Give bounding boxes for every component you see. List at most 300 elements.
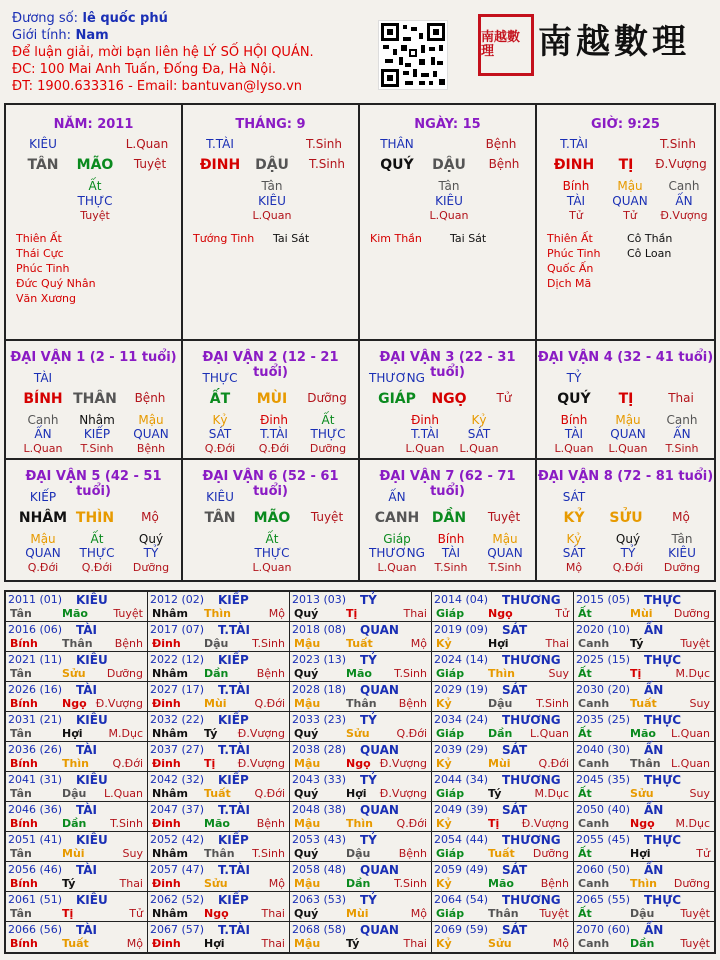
annual-year: 2026 (16) xyxy=(8,683,63,696)
hidden-can: Canh xyxy=(668,179,700,193)
annual-cell xyxy=(290,802,432,832)
annual-cell xyxy=(148,712,290,742)
pillar-ten-god: T.TÀI xyxy=(206,137,234,151)
qr-code-icon[interactable] xyxy=(378,20,448,90)
annual-cell xyxy=(290,742,432,772)
annual-ten-god: KIÊU xyxy=(76,653,108,667)
annual-stage: Bệnh xyxy=(256,667,285,680)
hidden-stage: Q.Đới xyxy=(258,442,290,455)
annual-stage: Thai xyxy=(261,907,285,920)
annual-chi: Dần xyxy=(630,937,655,950)
hidden-ten-god: KIÊU xyxy=(435,194,463,208)
annual-cell xyxy=(574,622,714,652)
annual-ten-god: TÀI xyxy=(76,803,98,817)
annual-year: 2011 (01) xyxy=(8,593,63,606)
annual-ten-god: TỶ xyxy=(360,773,377,787)
annual-stage: M.Dục xyxy=(675,667,710,680)
hidden-can: Kỷ xyxy=(566,532,582,546)
address-line: ĐC: 100 Mai Anh Tuấn, Đống Đa, Hà Nội. xyxy=(12,62,276,77)
annual-stage: Mộ xyxy=(552,937,569,950)
annual-ten-god: THỰC xyxy=(644,893,682,907)
annual-year: 2018 (08) xyxy=(292,623,347,636)
dai-van-chi: SỬU xyxy=(609,510,643,526)
hidden-ten-god: QUAN xyxy=(612,194,648,208)
pillar-chi-stage: Tuyệt xyxy=(133,157,167,171)
annual-cell xyxy=(148,622,290,652)
annual-chi: Thân xyxy=(62,637,93,650)
hidden-can: Bính xyxy=(437,532,465,546)
hidden-stage: Dưỡng xyxy=(132,561,170,574)
hidden-ten-god: TÀI xyxy=(441,546,461,560)
annual-stage: Bệnh xyxy=(540,877,569,890)
annual-cell xyxy=(432,592,574,622)
star-left: Quốc Ấn xyxy=(547,262,594,275)
annual-year: 2056 (46) xyxy=(8,863,63,876)
annual-ten-god: TỶ xyxy=(360,893,377,907)
hidden-stage: Q.Đới xyxy=(81,561,113,574)
annual-can: Tân xyxy=(10,607,32,620)
hidden-can: Bính xyxy=(562,179,590,193)
dai-van-can: NHÂM xyxy=(18,510,68,526)
annual-can: Giáp xyxy=(436,847,465,860)
annual-cell xyxy=(574,682,714,712)
hidden-can: Ất xyxy=(90,532,104,546)
annual-year: 2061 (51) xyxy=(8,893,63,906)
dai-van-6 xyxy=(183,460,360,580)
hidden-ten-god: THỰC xyxy=(254,546,290,560)
annual-stage: Suy xyxy=(689,697,710,710)
hidden-stage: Dưỡng xyxy=(663,561,701,574)
annual-ten-god: THƯƠNG xyxy=(502,833,561,847)
annual-ten-god: KIÊU xyxy=(76,713,108,727)
annual-year: 2015 (05) xyxy=(576,593,631,606)
annual-stage: Tuyệt xyxy=(680,937,710,950)
hidden-ten-god: QUAN xyxy=(133,427,169,441)
annual-chi: Hợi xyxy=(204,937,225,950)
annual-cell xyxy=(6,622,148,652)
annual-chi: Mùi xyxy=(204,697,227,710)
hidden-stage: Q.Đới xyxy=(612,561,644,574)
annual-cell xyxy=(432,712,574,742)
pillar-0 xyxy=(6,105,183,341)
annual-year: 2023 (13) xyxy=(292,653,347,666)
dai-van-5 xyxy=(6,460,183,580)
annual-chi: Tị xyxy=(630,667,642,680)
annual-year: 2067 (57) xyxy=(150,923,205,936)
dai-van-stage: Tuyệt xyxy=(310,510,344,524)
hidden-ten-god: QUAN xyxy=(487,546,523,560)
pillar-title: NĂM: 2011 xyxy=(53,117,134,132)
annual-chi: Thân xyxy=(488,907,519,920)
annual-stage: Mộ xyxy=(410,637,427,650)
annual-chi: Tị xyxy=(204,757,216,770)
hidden-ten-god: SÁT xyxy=(562,546,586,560)
hidden-stage: Tuyệt xyxy=(80,209,110,222)
dai-van-ten-god: KIÊU xyxy=(206,490,234,504)
annual-can: Canh xyxy=(578,697,610,710)
annual-stage: Tuyệt xyxy=(539,907,569,920)
hidden-can: Tân xyxy=(671,532,693,546)
annual-ten-god: KIẾP xyxy=(218,893,249,907)
annual-year: 2041 (31) xyxy=(8,773,63,786)
annual-year: 2062 (52) xyxy=(150,893,205,906)
star-right: Tai Sát xyxy=(450,232,487,245)
annual-can: Kỷ xyxy=(436,877,452,890)
pillar-chi-stage: Đ.Vượng xyxy=(655,157,707,171)
annual-chi: Thìn xyxy=(488,667,515,680)
annual-stage: L.Quan xyxy=(671,757,710,770)
star-left: Đức Quý Nhân xyxy=(16,277,96,290)
annual-chi: Tuất xyxy=(62,937,89,950)
annual-year: 2014 (04) xyxy=(434,593,489,606)
pillar-chi: DẬU xyxy=(255,157,289,173)
annual-stage: L.Quan xyxy=(104,787,143,800)
annual-chi: Dậu xyxy=(346,847,371,860)
dai-van-7 xyxy=(360,460,537,580)
annual-ten-god: THỰC xyxy=(644,593,682,607)
annual-stage: T.Sinh xyxy=(536,697,569,710)
annual-cell xyxy=(6,832,148,862)
annual-can: Ất xyxy=(578,907,592,920)
annual-chi: Tuất xyxy=(630,697,657,710)
dai-van-ten-god: KIẾP xyxy=(29,490,57,504)
annual-can: Quý xyxy=(294,727,319,740)
annual-ten-god: THƯƠNG xyxy=(502,593,561,607)
annual-year: 2025 (15) xyxy=(576,653,631,666)
annual-ten-god: KIẾP xyxy=(218,653,249,667)
annual-year: 2047 (37) xyxy=(150,803,205,816)
hidden-stage: T.Sinh xyxy=(80,442,114,455)
phone-email-line[interactable]: ĐT: 1900.633316 - Email: bantuvan@lyso.vn xyxy=(12,79,303,94)
hidden-can: Giáp xyxy=(383,532,411,546)
annual-can: Canh xyxy=(578,877,610,890)
annual-can: Đinh xyxy=(152,817,181,830)
annual-can: Mậu xyxy=(294,877,321,890)
annual-ten-god: T.TÀI xyxy=(218,743,250,757)
annual-stage: M.Dục xyxy=(108,727,143,740)
annual-stage: Suy xyxy=(689,787,710,800)
annual-can: Kỷ xyxy=(436,697,452,710)
annual-chi: Thân xyxy=(630,757,661,770)
pillar-can: ĐINH xyxy=(199,157,241,173)
hidden-stage: L.Quan xyxy=(459,442,499,455)
name-line: Đương số: lê quốc phú xyxy=(12,11,168,26)
annual-stage: Q.Đới xyxy=(112,757,143,770)
annual-ten-god: TÀI xyxy=(76,923,98,937)
hidden-can: Quý xyxy=(138,532,164,546)
dai-van-stage: Tử xyxy=(496,391,512,405)
annual-year: 2046 (36) xyxy=(8,803,63,816)
annual-chi: Dậu xyxy=(62,787,87,800)
annual-stage: Q.Đới xyxy=(538,757,569,770)
annual-stage: Bệnh xyxy=(256,817,285,830)
annual-stage: Bệnh xyxy=(398,697,427,710)
annual-ten-god: TỶ xyxy=(360,833,377,847)
annual-ten-god: SÁT xyxy=(502,923,528,937)
dai-van-ten-god: ẤN xyxy=(388,490,406,504)
annual-ten-god: THƯƠNG xyxy=(502,893,561,907)
annual-cell xyxy=(290,682,432,712)
annual-cell xyxy=(148,862,290,892)
dai-van-1 xyxy=(6,341,183,460)
annual-stage: Tuyệt xyxy=(113,607,143,620)
annual-cell xyxy=(148,922,290,952)
annual-ten-god: SÁT xyxy=(502,683,528,697)
annual-can: Nhâm xyxy=(152,607,188,620)
hidden-can: Mậu xyxy=(138,413,164,427)
annual-cell xyxy=(6,772,148,802)
hidden-stage: Tử xyxy=(623,209,637,222)
dai-van-can: CANH xyxy=(374,510,420,526)
annual-can: Bính xyxy=(10,637,38,650)
annual-can: Nhâm xyxy=(152,787,188,800)
annual-stage: Thai xyxy=(403,607,427,620)
annual-cell xyxy=(432,922,574,952)
annual-stage: Đ.Vượng xyxy=(521,817,569,830)
annual-ten-god: QUAN xyxy=(360,863,399,877)
annual-cell xyxy=(574,772,714,802)
hidden-stage: Q.Đới xyxy=(27,561,59,574)
dai-van-stage: Mộ xyxy=(141,510,159,524)
annual-cell xyxy=(6,742,148,772)
star-left: Thiên Ất xyxy=(16,232,62,245)
annual-can: Tân xyxy=(10,907,32,920)
annual-chi: Mùi xyxy=(62,847,85,860)
annual-can: Tân xyxy=(10,727,32,740)
annual-can: Bính xyxy=(10,937,38,950)
annual-chi: Sửu xyxy=(204,877,228,890)
hidden-stage: T.Sinh xyxy=(488,561,522,574)
hidden-ten-god: SÁT xyxy=(467,427,491,441)
dai-van-stage: Thai xyxy=(668,391,694,405)
pillar-can: TÂN xyxy=(27,157,59,173)
annual-cell xyxy=(432,802,574,832)
annual-chi: Sửu xyxy=(62,667,86,680)
annual-ten-god: ẤN xyxy=(644,803,664,817)
annual-can: Mậu xyxy=(294,637,321,650)
annual-year: 2042 (32) xyxy=(150,773,205,786)
hidden-ten-god: TỶ xyxy=(143,546,159,560)
annual-cell xyxy=(6,712,148,742)
annual-stage: Dưỡng xyxy=(532,847,569,860)
annual-stage: M.Dục xyxy=(534,787,569,800)
seal-text: 南越數理 xyxy=(481,30,521,59)
dai-van-can: QUÝ xyxy=(557,391,591,407)
chart-grid xyxy=(4,103,716,582)
pillar-top-right: T.Sinh xyxy=(306,137,342,151)
annual-cell xyxy=(290,772,432,802)
annual-ten-god: KIÊU xyxy=(76,833,108,847)
annual-cell xyxy=(290,592,432,622)
annual-can: Bính xyxy=(10,757,38,770)
hidden-stage: L.Quan xyxy=(252,561,292,574)
pillar-2 xyxy=(360,105,537,341)
annual-cell xyxy=(148,742,290,772)
dai-van-chi: MÙI xyxy=(256,391,288,407)
annual-chi: Dậu xyxy=(630,907,655,920)
annual-cell xyxy=(6,592,148,622)
hidden-can: Mậu xyxy=(492,532,518,546)
annual-can: Bính xyxy=(10,697,38,710)
annual-ten-god: KIẾP xyxy=(218,833,249,847)
annual-year: 2043 (33) xyxy=(292,773,347,786)
annual-stage: Đ.Vượng xyxy=(237,757,285,770)
annual-cell xyxy=(432,682,574,712)
annual-can: Giáp xyxy=(436,907,465,920)
annual-ten-god: QUAN xyxy=(360,623,399,637)
hidden-can: Đinh xyxy=(411,413,439,427)
annual-cell xyxy=(574,712,714,742)
annual-cell xyxy=(290,862,432,892)
annual-chi: Hợi xyxy=(630,847,651,860)
annual-year: 2033 (23) xyxy=(292,713,347,726)
annual-ten-god: SÁT xyxy=(502,863,528,877)
annual-chi: Tị xyxy=(62,907,74,920)
annual-stage: Dưỡng xyxy=(673,607,710,620)
annual-chi: Tý xyxy=(630,637,644,650)
pillar-title: NGÀY: 15 xyxy=(414,117,481,132)
annual-year: 2021 (11) xyxy=(8,653,63,666)
hidden-stage: Dưỡng xyxy=(309,442,347,455)
annual-chi: Tuất xyxy=(204,787,231,800)
annual-cell xyxy=(148,832,290,862)
annual-can: Đinh xyxy=(152,937,181,950)
annual-cell xyxy=(148,892,290,922)
pillar-chi: MÃO xyxy=(76,157,114,173)
dai-van-can: ẤT xyxy=(209,391,231,407)
hidden-can: Kỷ xyxy=(471,413,487,427)
annual-chi: Tị xyxy=(488,817,500,830)
annual-can: Tân xyxy=(10,847,32,860)
annual-cell xyxy=(6,892,148,922)
dai-van-chi: MÃO xyxy=(253,510,291,526)
annual-ten-god: ẤN xyxy=(644,863,664,877)
annual-year: 2028 (18) xyxy=(292,683,347,696)
annual-year: 2031 (21) xyxy=(8,713,63,726)
dai-van-chi: DẦN xyxy=(431,510,467,526)
annual-year: 2050 (40) xyxy=(576,803,631,816)
dai-van-can: BÍNH xyxy=(23,391,63,407)
hidden-can: Canh xyxy=(27,413,59,427)
annual-stage: Tuyệt xyxy=(680,637,710,650)
annual-year: 2064 (54) xyxy=(434,893,489,906)
gender-line: Giới tính: Nam xyxy=(12,28,109,43)
hidden-ten-god: KIẾP xyxy=(83,427,111,441)
dai-van-title: ĐẠI VẬN 8 (72 - 81 tuổi) xyxy=(537,469,714,484)
hidden-ten-god: KIÊU xyxy=(258,194,286,208)
annual-chi: Sửu xyxy=(630,787,654,800)
annual-chi: Tý xyxy=(488,787,502,800)
hidden-ten-god: QUAN xyxy=(25,546,61,560)
annual-stage: Tuyệt xyxy=(680,907,710,920)
annual-year: 2032 (22) xyxy=(150,713,205,726)
annual-year: 2055 (45) xyxy=(576,833,631,846)
annual-chi: Tuất xyxy=(488,847,515,860)
hidden-can: Mậu xyxy=(617,179,643,193)
annual-year: 2054 (44) xyxy=(434,833,489,846)
pillar-top-right: L.Quan xyxy=(125,137,169,151)
annual-ten-god: KIẾP xyxy=(218,773,249,787)
annual-year: 2057 (47) xyxy=(150,863,205,876)
annual-can: Quý xyxy=(294,607,319,620)
annual-stage: Thai xyxy=(403,937,427,950)
pillar-chi-stage: Bệnh xyxy=(488,157,520,171)
hidden-ten-god: THƯƠNG xyxy=(369,546,425,560)
annual-ten-god: QUAN xyxy=(360,683,399,697)
annual-can: Nhâm xyxy=(152,667,188,680)
dai-van-title: ĐẠI VẬN 3 (22 - 31 tuổi) xyxy=(379,350,516,380)
seal-stamp-icon xyxy=(478,14,534,76)
annual-can: Nhâm xyxy=(152,907,188,920)
hidden-ten-god: THỰC xyxy=(79,546,115,560)
annual-cell xyxy=(432,832,574,862)
star-right: Cô Thần xyxy=(627,232,673,245)
pillar-ten-god: T.TÀI xyxy=(560,137,588,151)
annual-chi: Dậu xyxy=(488,697,513,710)
hidden-can: Nhâm xyxy=(79,413,115,427)
annual-cell xyxy=(290,652,432,682)
star-right: Cô Loan xyxy=(627,247,672,260)
brand-calligraphy: 南越數理 xyxy=(538,22,690,62)
hidden-ten-god: TỶ xyxy=(620,546,636,560)
dai-van-chi: THÌN xyxy=(75,510,115,526)
pillar-chi: TỊ xyxy=(618,157,634,173)
annual-cell xyxy=(432,862,574,892)
annual-ten-god: SÁT xyxy=(502,623,528,637)
annual-can: Quý xyxy=(294,787,319,800)
dai-van-title: ĐẠI VẬN 2 (12 - 21 tuổi) xyxy=(202,350,339,380)
star-left: Dịch Mã xyxy=(547,277,592,290)
annual-year: 2034 (24) xyxy=(434,713,489,726)
annual-ten-god: KIÊU xyxy=(76,893,108,907)
hidden-stage: Q.Đới xyxy=(204,442,236,455)
annual-stage: Thai xyxy=(119,877,143,890)
annual-can: Đinh xyxy=(152,697,181,710)
annual-ten-god: KIÊU xyxy=(76,773,108,787)
hidden-stage: T.Sinh xyxy=(665,442,699,455)
annual-can: Tân xyxy=(10,667,32,680)
dai-van-stage: Mộ xyxy=(672,510,690,524)
pillar-1 xyxy=(183,105,360,341)
dai-van-title: ĐẠI VẬN 1 (2 - 11 tuổi) xyxy=(10,350,177,365)
annual-stage: Bệnh xyxy=(114,637,143,650)
annual-stage: Dưỡng xyxy=(106,667,143,680)
annual-can: Mậu xyxy=(294,697,321,710)
annual-stage: Mộ xyxy=(268,877,285,890)
annual-chi: Mùi xyxy=(630,607,653,620)
hidden-can: Quý xyxy=(615,532,641,546)
annual-ten-god: ẤN xyxy=(644,923,664,937)
annual-chi: Thìn xyxy=(62,757,89,770)
annual-ten-god: THỰC xyxy=(644,833,682,847)
annual-ten-god: ẤN xyxy=(644,683,664,697)
annual-cell xyxy=(574,742,714,772)
annual-year: 2029 (19) xyxy=(434,683,489,696)
annual-cell xyxy=(290,622,432,652)
dai-van-chi: TỊ xyxy=(618,391,634,407)
hidden-ten-god: ẤN xyxy=(34,427,52,441)
annual-year: 2059 (49) xyxy=(434,863,489,876)
pillar-title: THÁNG: 9 xyxy=(235,117,306,132)
dai-van-ten-god: THỰC xyxy=(202,371,238,385)
annual-cell xyxy=(432,772,574,802)
hidden-stage: L.Quan xyxy=(377,561,417,574)
annual-can: Giáp xyxy=(436,787,465,800)
dai-van-title: ĐẠI VẬN 5 (42 - 51 tuổi) xyxy=(25,469,162,499)
hidden-can: Đinh xyxy=(260,413,288,427)
annual-cell xyxy=(6,922,148,952)
profile-header xyxy=(12,10,314,95)
